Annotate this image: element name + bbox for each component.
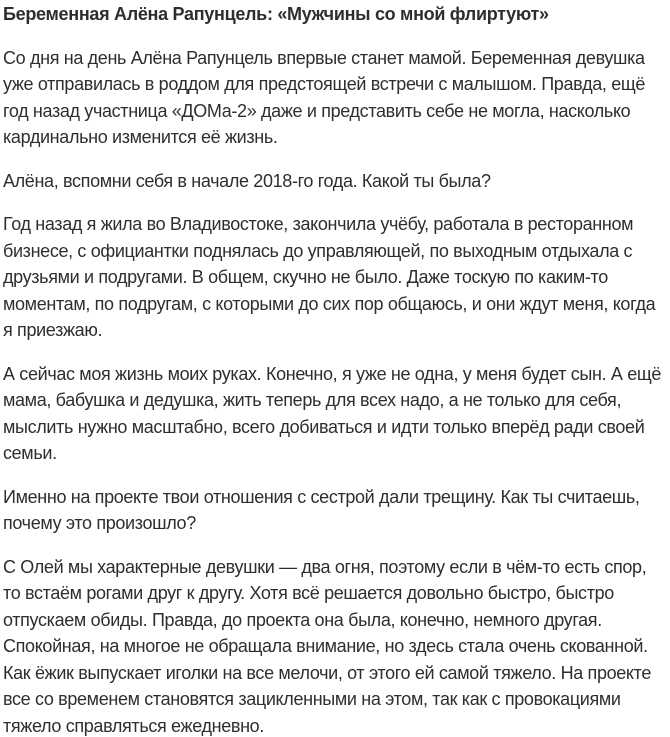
article-paragraph: С Олей мы характерные девушки — два огня, поэтому если в чём-то есть спор, то встаём рогами друг к другу. Хотя всё решается довольно быстро, быстро отпускаем обиды. Правда, до проекта она была, конечно, немного другая. Спокойная, на многое не обращала внимание, но здесь стала очень скованной. Как ёжик выпускает иголки на все мелочи, от этого ей самой тяжело. На проекте все со временем становятся зацикленными на этом, так как с провокациями тяжело справляться ежедневно. [3, 556, 652, 736]
article-paragraph: Со дня на день Алёна Рапунцель впервые станет мамой. Беременная девушка уже отправилась в роддом для предстоящей встречи с малышом. Правда, ещё год назад участница «ДОМа-2» даже и представить себе не могла, насколько кардинально изменится её жизнь. [3, 47, 646, 147]
interview-question: Алёна, вспомни себя в начале 2018-го года. Какой ты была? [3, 170, 491, 191]
article-paragraph: А сейчас моя жизнь моих руках. Конечно, я уже не одна, у меня будет сын. А ещё мама, бабушка и дедушка, жить теперь для всех надо, а не только для себя, мыслить нужно масштабно, всего добиваться и идти только вперёд ради своей семьи. [3, 363, 661, 463]
article-title: Беременная Алёна Рапунцель: «Мужчины со мной флиртуют» [3, 4, 549, 24]
interview-question: Именно на проекте твои отношения с сестрой дали трещину. Как ты считаешь, почему это произошло? [3, 486, 640, 533]
article-paragraph: Год назад я жила во Владивостоке, закончила учёбу, работала в ресторанном бизнесе, с официантки поднялась до управляющей, по выходным отдыхала с друзьями и подругами. В общем, скучно не было. Даже тоскую по каким-то моментам, по подругам, с которыми до сих пор общаюсь, и они ждут меня, когда я приезжаю. [3, 214, 656, 340]
